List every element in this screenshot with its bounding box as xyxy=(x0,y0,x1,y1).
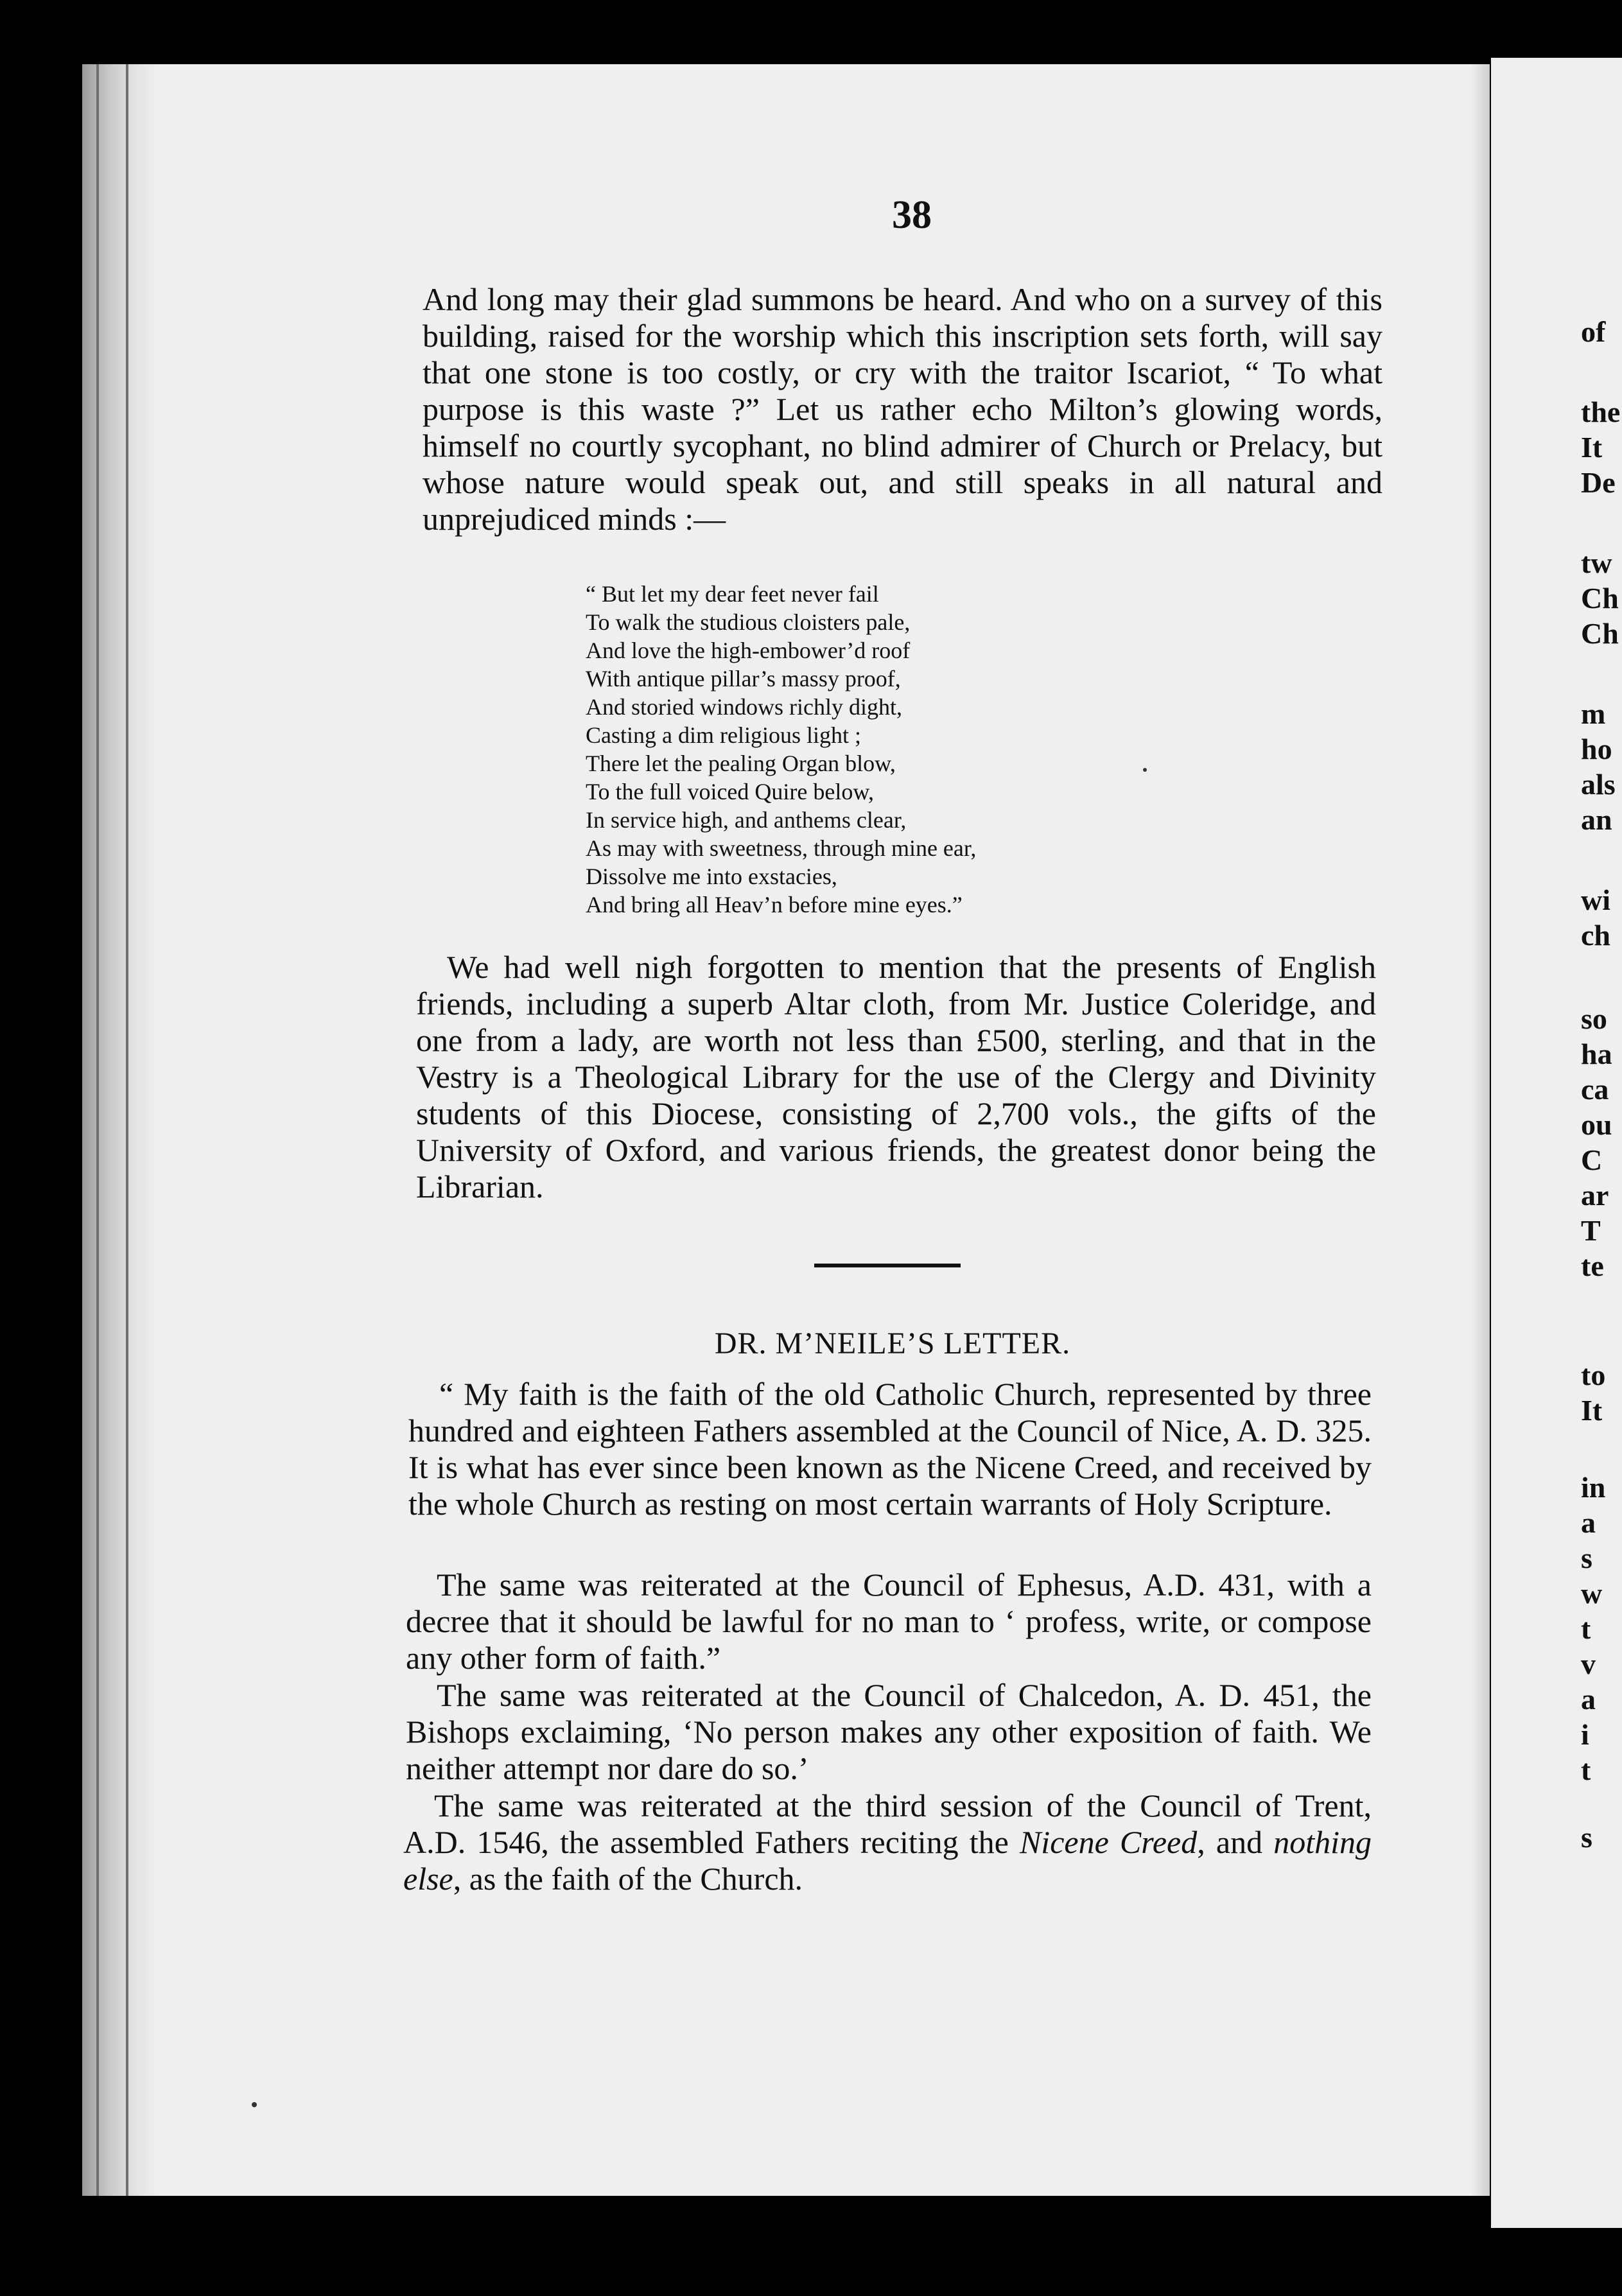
facing-page-fragment: It xyxy=(1581,431,1603,464)
facing-page-fragment: wi xyxy=(1581,883,1610,916)
facing-page-fragment: t xyxy=(1581,1753,1591,1786)
facing-page-fragment: the xyxy=(1581,396,1621,428)
poem-line: In service high, and anthems clear, xyxy=(586,807,907,833)
facing-page-fragment: a xyxy=(1581,1506,1596,1539)
letter-paragraph-4-text: , as the faith of the Church. xyxy=(453,1861,803,1897)
letter-paragraph-2-text: The same was reiterated at the Council of Ephesus, A.D. 431, with a decree that it should be lawful for no man to ‘ profess, write, or compose any other form of faith.” xyxy=(406,1567,1372,1676)
letter-paragraph-4-text: The same was reiterated at the third session of the Council of Trent, A.D. 1546, the assembled Fathers reciting the xyxy=(403,1787,1372,1860)
binding-gutter xyxy=(82,64,159,2196)
facing-page-fragment: als xyxy=(1581,768,1616,801)
page-edge-shadow xyxy=(1470,64,1490,2196)
facing-page-fragment: s xyxy=(1581,1542,1592,1574)
paragraph-1 xyxy=(423,281,1382,537)
ink-speck xyxy=(1143,768,1147,772)
facing-page-fragment: tw xyxy=(1581,546,1612,579)
facing-page-fragment: Ch xyxy=(1581,617,1619,650)
ink-speck xyxy=(252,2102,257,2107)
paragraph-1-text: And long may their glad summons be heard. And who on a survey of this building, raised for the worship which this inscription sets forth, will say that one stone is too costly, or cry with the traitor Iscariot, “ To what purpose is this waste ?” Let us rather echo Milton’s glowing words, himself no courtly sycophant, no blind admirer of Church or Prelacy, but whose nature would speak out, and still speaks in all natural and unprejudiced minds :— xyxy=(423,281,1382,537)
poem-line: With antique pillar’s massy proof, xyxy=(586,666,901,691)
letter-paragraph-2 xyxy=(406,1567,1372,1676)
letter-paragraph-4-text: , and xyxy=(1197,1824,1274,1860)
emphasis-nothing-else: nothing else xyxy=(403,1824,1372,1897)
facing-page-fragment: in xyxy=(1581,1471,1606,1504)
poem-line: To the full voiced Quire below, xyxy=(586,779,875,804)
facing-page-fragment: It xyxy=(1581,1394,1603,1427)
facing-page-fragment: C xyxy=(1581,1144,1603,1176)
poem-line: And storied windows richly dight, xyxy=(586,694,902,720)
poem-line: And bring all Heav’n before mine eyes.” xyxy=(586,892,963,918)
facing-page xyxy=(1491,58,1622,2228)
facing-page-fragment: so xyxy=(1581,1002,1607,1035)
section-divider xyxy=(814,1264,961,1267)
facing-page-fragment: Ch xyxy=(1581,582,1619,614)
facing-page-fragment: ha xyxy=(1581,1038,1612,1070)
facing-page-fragment: m xyxy=(1581,697,1606,730)
facing-page-fragment: T xyxy=(1581,1214,1601,1247)
poem-line: Casting a dim religious light ; xyxy=(586,722,861,748)
facing-page-fragment: v xyxy=(1581,1648,1596,1680)
facing-page-fragment: i xyxy=(1581,1718,1589,1751)
gutter-line xyxy=(96,64,99,2196)
facing-page-fragment: s xyxy=(1581,1821,1592,1854)
letter-paragraph-3-text: The same was reiterated at the Council of Chalcedon, A. D. 451, the Bishops exclaiming, ‘No person makes any other exposition of faith. We neither attempt nor dare do so.’ xyxy=(406,1677,1372,1786)
milton-poem xyxy=(586,580,1151,919)
letter-paragraph-1 xyxy=(408,1376,1372,1522)
facing-page-fragment: ch xyxy=(1581,919,1610,952)
poem-line: As may with sweetness, through mine ear, xyxy=(586,835,977,861)
paragraph-2 xyxy=(416,949,1376,1205)
letter-heading: DR. M’NEILE’S LETTER. xyxy=(714,1326,1071,1361)
facing-page-fragment: t xyxy=(1581,1612,1591,1645)
facing-page-fragment: to xyxy=(1581,1359,1606,1391)
facing-page-fragment: ho xyxy=(1581,733,1612,765)
poem-line: Dissolve me into exstacies, xyxy=(586,864,837,889)
paragraph-2-text: We had well nigh forgotten to mention that the presents of English friends, including a superb Altar cloth, from Mr. Justice Coleridge, and one from a lady, are worth not less than £500, sterling, and that in the Vestry is a Theological Library for the use of the Clergy and Divinity students of this Diocese, consisting of 2,700 vols., the gifts of the University of Oxford, and various friends, the greatest donor being the Librarian. xyxy=(416,949,1376,1205)
gutter-line xyxy=(126,64,128,2196)
letter-paragraph-1-text: “ My faith is the faith of the old Catholic Church, represented by three hundred and eighteen Fathers assembled at the Council of Nice, A. D. 325. It is what has ever since been known as the Nicene Creed, and received by the whole Church as resting on most certain warrants of Holy Scripture. xyxy=(408,1376,1372,1522)
facing-page-fragment: w xyxy=(1581,1577,1603,1610)
facing-page-fragment: of xyxy=(1581,315,1606,348)
facing-page-fragment: De xyxy=(1581,466,1616,499)
facing-page-fragment: a xyxy=(1581,1683,1596,1716)
poem-line: To walk the studious cloisters pale, xyxy=(586,609,911,635)
facing-page-fragment: ar xyxy=(1581,1179,1609,1212)
emphasis-nicene-creed: Nicene Creed xyxy=(1019,1824,1198,1860)
poem-line: And love the high-embower’d roof xyxy=(586,638,911,663)
poem-line: There let the pealing Organ blow, xyxy=(586,751,896,776)
facing-page-fragment: an xyxy=(1581,803,1612,836)
facing-page-fragment: ca xyxy=(1581,1073,1609,1106)
poem-line: “ But let my dear feet never fail xyxy=(586,581,879,607)
facing-page-fragment: ou xyxy=(1581,1108,1612,1141)
letter-paragraph-3 xyxy=(406,1677,1372,1787)
facing-page-fragment: te xyxy=(1581,1249,1604,1282)
letter-paragraph-4 xyxy=(403,1787,1372,1897)
page-number: 38 xyxy=(892,193,932,237)
